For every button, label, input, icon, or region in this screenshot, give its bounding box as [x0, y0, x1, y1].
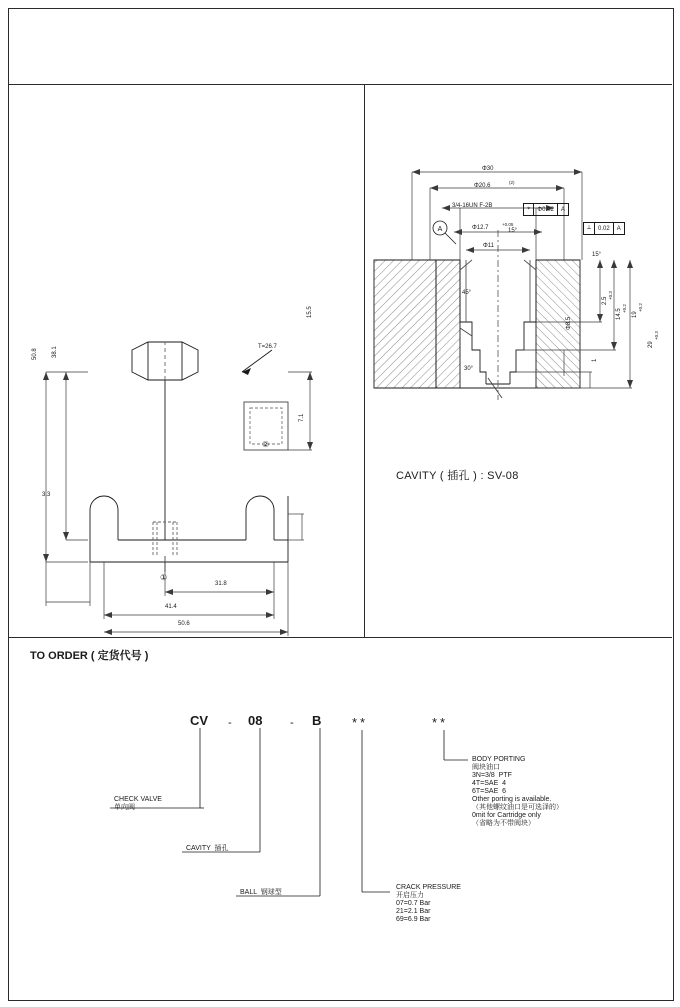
divider-middle: [8, 637, 672, 638]
callout-body-porting-line-0: BODY PORTING: [472, 756, 526, 763]
dim-31-8: 31.8: [215, 581, 227, 587]
dim-14-5: 14.5: [616, 308, 622, 320]
dim-50-6: 50.6: [178, 621, 190, 627]
left-view-drawing: [10, 110, 370, 630]
callout-body-porting-line-2: 3N=3/8 PTF: [472, 772, 512, 780]
order-dash-1: -: [228, 717, 232, 729]
tolerance-datum-position: A: [560, 206, 565, 213]
tolerance-datum-perpendicularity: A: [616, 225, 621, 232]
dim-phi12-7: Φ12.7: [472, 225, 489, 231]
callout-ball-line-0: BALL 钢球型: [240, 889, 282, 896]
dim-thread: 3/4-16UN F-2B: [452, 203, 493, 209]
order-code-star-2: **: [432, 715, 449, 730]
callout-crack-pressure-line-0: CRACK PRESSURE: [396, 884, 461, 891]
callout-crack-pressure-line-4: 69=6.9 Bar: [396, 916, 431, 924]
angle-15-right: 15°: [592, 252, 602, 258]
svg-text:A: A: [437, 226, 443, 233]
dim-2-5-sup: +0.3: [608, 291, 613, 300]
divider-top: [8, 84, 672, 85]
tolerance-value-perpendicularity: 0.02: [595, 223, 614, 234]
callout-body-porting-line-5: Other porting is available.: [472, 796, 552, 804]
dim-7-1: 7.1: [299, 413, 305, 422]
callout-body-porting-line-4: 6T=SAE 6: [472, 788, 507, 796]
dim-50-8: 50.8: [32, 348, 38, 360]
order-title: TO ORDER ( 定货代号 ): [30, 650, 149, 662]
callout-check-valve: [114, 796, 162, 812]
order-code-cv: CV: [190, 713, 209, 728]
dim-phi8-5: Φ8.5: [566, 316, 572, 330]
callout-cavity: [186, 845, 229, 853]
dim-41-4: 41.4: [165, 604, 177, 610]
tolerance-symbol-position: ⌖: [524, 204, 534, 215]
callout-crack-pressure: [396, 884, 461, 924]
order-code-b: B: [312, 713, 322, 728]
dim-phi12-7-sup: +0.05: [502, 222, 514, 227]
dim-19: 19: [632, 311, 638, 318]
dim-phi30: Φ30: [482, 166, 494, 172]
tolerance-symbol-perpendicularity: ⟂: [584, 223, 595, 234]
callout-ball: [240, 889, 282, 897]
dim-19-sup: +0.2: [638, 303, 643, 312]
callout-crack-pressure-line-2: 07=0.7 Bar: [396, 900, 431, 908]
order-leader-lines: [100, 700, 600, 960]
callout-body-porting-line-8: （省略为不带阀块）: [472, 820, 535, 828]
callout-crack-pressure-line-3: 21=2.1 Bar: [396, 908, 431, 916]
callout-check-valve-line-1: 单向阀: [114, 804, 135, 812]
dim-29: 29: [648, 341, 654, 348]
dim-3-3: 3.3: [42, 492, 51, 498]
tolerance-frame-perpendicularity: [583, 222, 625, 235]
tolerance-frame-position: [523, 203, 569, 216]
callout-body-porting-line-1: 阀块油口: [472, 764, 500, 772]
dim-phi20-6-sup: (2): [509, 180, 515, 185]
callout-body-porting-line-7: 0mit for Cartridge only: [472, 812, 541, 820]
callout-body-porting: [472, 756, 563, 828]
order-dash-2: -: [290, 717, 294, 729]
dim-14-5-sup: +0.2: [622, 304, 627, 313]
cavity-section-drawing: [368, 150, 668, 550]
dim-phi11: Φ11: [483, 243, 495, 249]
callout-cavity-line-0: CAVITY 插孔: [186, 845, 229, 852]
dim-38-1: 38.1: [52, 346, 58, 358]
angle-30: 30°: [464, 366, 474, 372]
order-code-star-1: **: [352, 715, 369, 730]
balloon-one: ①: [160, 573, 168, 582]
angle-15-top: 15°: [508, 228, 518, 234]
balloon-two: ②: [262, 440, 270, 449]
cavity-caption: CAVITY ( 插孔 ) : SV-08: [396, 470, 519, 482]
dim-15-5: 15.5: [307, 306, 313, 318]
callout-check-valve-line-0: CHECK VALVE: [114, 796, 162, 803]
angle-45: 45°: [462, 290, 472, 296]
callout-body-porting-line-3: 4T=SAE 4: [472, 780, 507, 788]
tolerance-value-position: Φ0.02: [534, 204, 557, 215]
dim-t-26-7: T=26.7: [258, 344, 277, 350]
dim-29-sup: +0.3: [654, 331, 659, 340]
callout-body-porting-line-6: （其他螺纹油口是可选泽的）: [472, 804, 563, 812]
callout-crack-pressure-line-1: 开启压力: [396, 892, 424, 900]
dim-1: 1: [592, 358, 598, 362]
dim-2-5: 2.5: [602, 296, 608, 305]
order-code-08: 08: [248, 713, 263, 728]
dim-phi20-6: Φ20.6: [474, 183, 491, 189]
